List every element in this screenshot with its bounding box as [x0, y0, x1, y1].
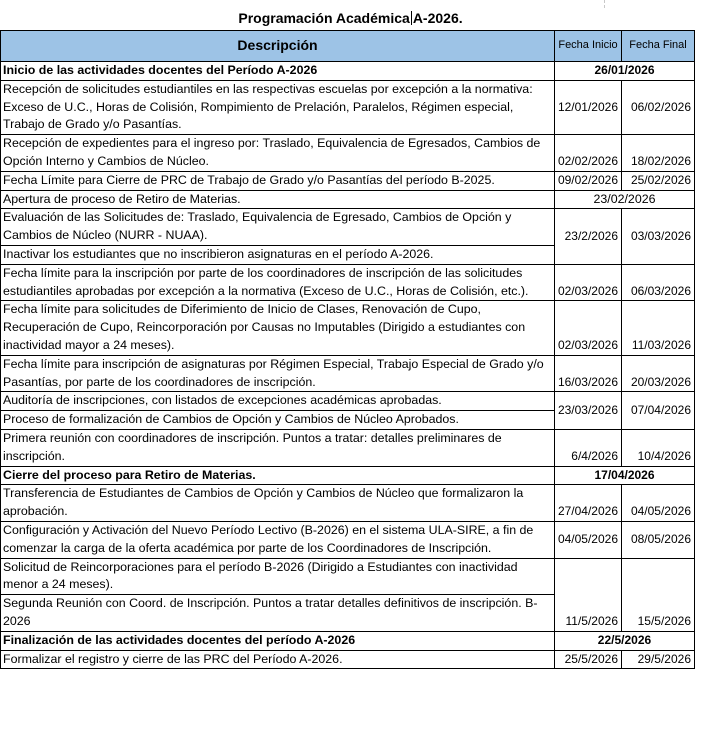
- row-description[interactable]: Finalización de las actividades docentes del período A-2026: [1, 631, 555, 650]
- table-row: [1, 209, 695, 246]
- table-row: [1, 650, 695, 669]
- sheet-gridline: [604, 0, 605, 8]
- table-row: [1, 190, 695, 209]
- row-end-date[interactable]: 06/02/2026: [622, 80, 695, 134]
- table-row: [1, 171, 695, 190]
- row-description[interactable]: Primera reunión con coordinadores de inscripción. Puntos a tratar: detalles preliminares de inscripción.: [1, 429, 555, 466]
- row-description[interactable]: Fecha Límite para Cierre de PRC de Trabajo de Grado y/o Pasantías del período B-2025.: [1, 171, 555, 190]
- row-start-date[interactable]: 23/2/2026: [555, 209, 622, 264]
- row-end-date[interactable]: 18/02/2026: [622, 135, 695, 172]
- row-end-date[interactable]: 08/05/2026: [622, 521, 695, 558]
- row-end-date[interactable]: 15/5/2026: [622, 558, 695, 631]
- table-row: [1, 301, 695, 355]
- row-description[interactable]: Evaluación de las Solicitudes de: Traslado, Equivalencia de Egresado, Cambios de Opción y Cambios de Núcleo (NURR - NUAA).: [1, 209, 555, 246]
- table-row: [1, 521, 695, 558]
- row-date[interactable]: 23/02/2026: [555, 190, 695, 209]
- page-title: [0, 10, 701, 26]
- table-row: [1, 392, 695, 411]
- row-date[interactable]: 22/5/2026: [555, 631, 695, 650]
- row-start-date[interactable]: 02/03/2026: [555, 301, 622, 355]
- header-row: [1, 31, 695, 62]
- table-row: [1, 466, 695, 485]
- text-cursor: [411, 11, 412, 25]
- row-start-date[interactable]: 02/03/2026: [555, 264, 622, 301]
- table-row: [1, 264, 695, 301]
- title-text: Programación Académica: [238, 10, 410, 26]
- row-description[interactable]: Proceso de formalización de Cambios de Opción y Cambios de Núcleo Aprobados.: [1, 411, 555, 430]
- row-description[interactable]: Apertura de proceso de Retiro de Materias.: [1, 190, 555, 209]
- header-fecha-final[interactable]: Fecha Final: [622, 31, 695, 62]
- row-start-date[interactable]: 11/5/2026: [555, 558, 622, 631]
- row-description[interactable]: Fecha límite para la inscripción por parte de los coordinadores de inscripción de las solicitudes estudiantiles aprobadas por excepción a la normativa (Exceso de U.C., Horas de Colisión, etc.).: [1, 264, 555, 301]
- table-row: [1, 355, 695, 392]
- row-start-date[interactable]: 09/02/2026: [555, 171, 622, 190]
- row-description[interactable]: Inicio de las actividades docentes del Período A-2026: [1, 62, 555, 81]
- header-descripcion[interactable]: Descripción: [1, 31, 555, 62]
- row-start-date[interactable]: 6/4/2026: [555, 429, 622, 466]
- row-description[interactable]: Cierre del proceso para Retiro de Materias.: [1, 466, 555, 485]
- row-end-date[interactable]: 04/05/2026: [622, 485, 695, 522]
- table-row: [1, 558, 695, 595]
- row-description[interactable]: Recepción de expedientes para el ingreso por: Traslado, Equivalencia de Egresados, Cambios de Opción Interno y Cambios de Núcleo.: [1, 135, 555, 172]
- schedule-table: [0, 30, 695, 669]
- row-description[interactable]: Segunda Reunión con Coord. de Inscripción. Puntos a tratar detalles definitivos de inscripción. B-2026: [1, 595, 555, 632]
- row-end-date[interactable]: 25/02/2026: [622, 171, 695, 190]
- row-description[interactable]: Solicitud de Reincorporaciones para el período B-2026 (Dirigido a Estudiantes con inactividad menor a 24 meses).: [1, 558, 555, 595]
- row-start-date[interactable]: 04/05/2026: [555, 521, 622, 558]
- row-description[interactable]: Fecha límite para inscripción de asignaturas por Régimen Especial, Trabajo Especial de Grado y/o Pasantías, por parte de los coordinadores de inscripción.: [1, 355, 555, 392]
- title-dot: .: [458, 10, 463, 26]
- row-date[interactable]: 26/01/2026: [555, 62, 695, 81]
- table-row: [1, 135, 695, 172]
- row-start-date[interactable]: 12/01/2026: [555, 80, 622, 134]
- row-description[interactable]: Formalizar el registro y cierre de las PRC del Período A-2026.: [1, 650, 555, 669]
- row-date[interactable]: 17/04/2026: [555, 466, 695, 485]
- row-description[interactable]: Recepción de solicitudes estudiantiles en las respectivas escuelas por excepción a la normativa: Exceso de U.C., Horas de Colisión, Rompimiento de Prelación, Paralelos, Régimen especial, Trabajo de Grado y/o Pasantías.: [1, 80, 555, 134]
- row-start-date[interactable]: 25/5/2026: [555, 650, 622, 669]
- row-description[interactable]: Transferencia de Estudiantes de Cambios de Opción y Cambios de Núcleo que formalizaron la aprobación.: [1, 485, 555, 522]
- title-period: A-2026: [412, 10, 459, 26]
- table-row: [1, 631, 695, 650]
- row-end-date[interactable]: 11/03/2026: [622, 301, 695, 355]
- row-description[interactable]: Inactivar los estudiantes que no inscribieron asignaturas en el período A-2026.: [1, 245, 555, 264]
- row-start-date[interactable]: 16/03/2026: [555, 355, 622, 392]
- table-row: [1, 80, 695, 134]
- row-end-date[interactable]: 20/03/2026: [622, 355, 695, 392]
- row-start-date[interactable]: 02/02/2026: [555, 135, 622, 172]
- row-end-date[interactable]: 07/04/2026: [622, 392, 695, 430]
- row-start-date[interactable]: 27/04/2026: [555, 485, 622, 522]
- row-end-date[interactable]: 29/5/2026: [622, 650, 695, 669]
- row-description[interactable]: Auditoría de inscripciones, con listados de excepciones académicas aprobadas.: [1, 392, 555, 411]
- row-description[interactable]: Configuración y Activación del Nuevo Período Lectivo (B-2026) en el sistema ULA-SIRE, a fin de comenzar la carga de la oferta académica por parte de los Coordinadores de Inscripción.: [1, 521, 555, 558]
- row-description[interactable]: Fecha límite para solicitudes de Diferimiento de Inicio de Clases, Renovación de Cupo, Recuperación de Cupo, Reincorporación por Causas no Imputables (Dirigido a estudiantes con inactividad mayor a 24 meses).: [1, 301, 555, 355]
- header-fecha-inicio[interactable]: Fecha Inicio: [555, 31, 622, 62]
- table-row: [1, 485, 695, 522]
- row-end-date[interactable]: 06/03/2026: [622, 264, 695, 301]
- row-end-date[interactable]: 10/4/2026: [622, 429, 695, 466]
- row-start-date[interactable]: 23/03/2026: [555, 392, 622, 430]
- table-row: [1, 429, 695, 466]
- row-end-date[interactable]: 03/03/2026: [622, 209, 695, 264]
- table-row: [1, 62, 695, 81]
